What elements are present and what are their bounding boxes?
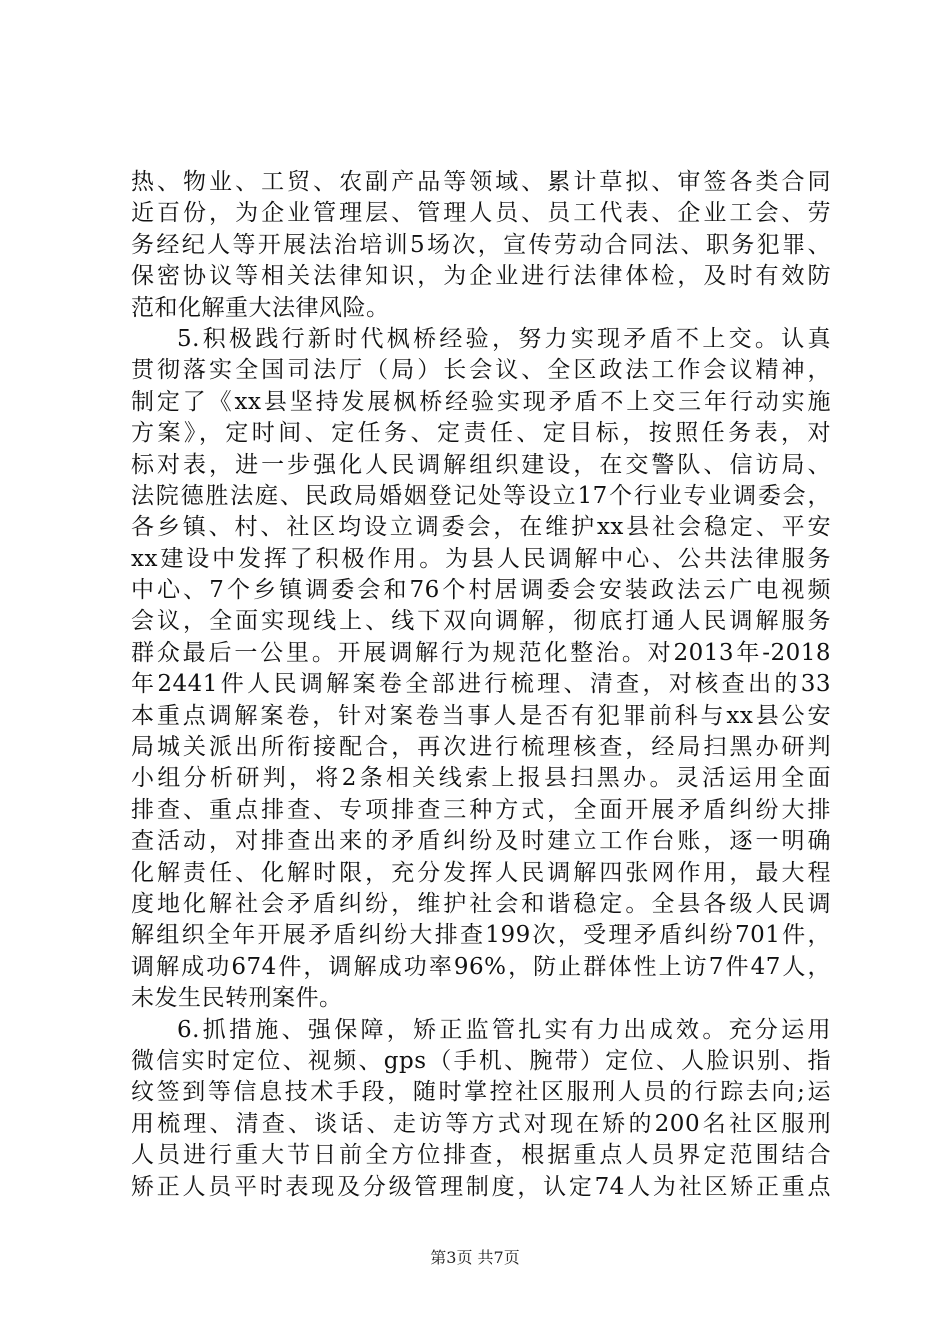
text-line: 各乡镇、村、社区均设立调委会，在维护xx县社会稳定、平安 [131, 514, 831, 541]
text-line: 人员进行重大节日前全方位排查，根据重点人员界定范围结合 [131, 1142, 831, 1169]
text-line: 局城关派出所衔接配合，再次进行梳理核查，经局扫黑办研判 [131, 734, 831, 761]
text-line: 近百份，为企业管理层、管理人员、员工代表、企业工会、劳 [131, 200, 831, 227]
text-line: 本重点调解案卷，针对案卷当事人是否有犯罪前科与xx县公安 [131, 702, 831, 729]
text-line: 方案》，定时间、定任务、定责任、定目标，按照任务表，对 [131, 420, 831, 447]
text-line: 范和化解重大法律风险。 [131, 294, 390, 321]
text-line: 中心、7个乡镇调委会和76个村居调委会安装政法云广电视频 [131, 577, 831, 604]
text-line: 微信实时定位、视频、gps（手机、腕带）定位、人脸识别、指 [131, 1047, 831, 1074]
text-line: 法院德胜法庭、民政局婚姻登记处等设立17个行业专业调委会， [131, 482, 831, 509]
text-line: 制定了《xx县坚持发展枫桥经验实现矛盾不上交三年行动实施 [131, 388, 831, 415]
text-line: 排查、重点排查、专项排查三种方式，全面开展矛盾纠纷大排 [131, 796, 831, 823]
text-line: 标对表，进一步强化人民调解组织建设，在交警队、信访局、 [131, 451, 831, 478]
text-line: 用梳理、清查、谈话、走访等方式对现在矫的200名社区服刑 [131, 1110, 831, 1137]
text-line: 化解责任、化解时限，充分发挥人民调解四张网作用，最大程 [131, 859, 831, 886]
page-footer: 第3页 共7页 [430, 1248, 520, 1267]
text-line: xx建设中发挥了积极作用。为县人民调解中心、公共法律服务 [131, 545, 831, 572]
text-line: 保密协议等相关法律知识，为企业进行法律体检，及时有效防 [131, 263, 831, 290]
text-line: 解组织全年开展矛盾纠纷大排查199次，受理矛盾纠纷701件， [131, 922, 831, 949]
text-line: 5.积极践行新时代枫桥经验，努力实现矛盾不上交。认真 [177, 325, 831, 352]
text-line: 热、物业、工贸、农副产品等领域、累计草拟、审签各类合同 [131, 169, 831, 195]
text-line: 调解成功674件，调解成功率96%，防止群体性上访7件47人， [131, 953, 831, 980]
text-line: 小组分析研判，将2条相关线索上报县扫黑办。灵活运用全面 [131, 765, 831, 792]
text-line: 纹签到等信息技术手段，随时掌控社区服刑人员的行踪去向;运 [131, 1079, 831, 1106]
text-line: 查活动，对排查出来的矛盾纠纷及时建立工作台账，逐一明确 [131, 828, 831, 855]
text-line: 年2441件人民调解案卷全部进行梳理、清查，对核查出的33 [131, 671, 831, 698]
text-line: 度地化解社会矛盾纠纷，维护社会和谐稳定。全县各级人民调 [131, 890, 831, 917]
text-line: 务经纪人等开展法治培训5场次，宣传劳动合同法、职务犯罪、 [131, 231, 831, 258]
text-line: 会议，全面实现线上、线下双向调解，彻底打通人民调解服务 [131, 608, 831, 635]
text-line: 6.抓措施、强保障，矫正监管扎实有力出成效。充分运用 [177, 1016, 831, 1043]
body-text [131, 167, 831, 1203]
text-line: 贯彻落实全国司法厅（局）长会议、全区政法工作会议精神， [131, 357, 831, 384]
text-line: 矫正人员平时表现及分级管理制度，认定74人为社区矫正重点 [131, 1173, 831, 1200]
text-line: 未发生民转刑案件。 [131, 985, 343, 1012]
text-line: 群众最后一公里。开展调解行为规范化整治。对2013年-2018 [131, 639, 831, 666]
